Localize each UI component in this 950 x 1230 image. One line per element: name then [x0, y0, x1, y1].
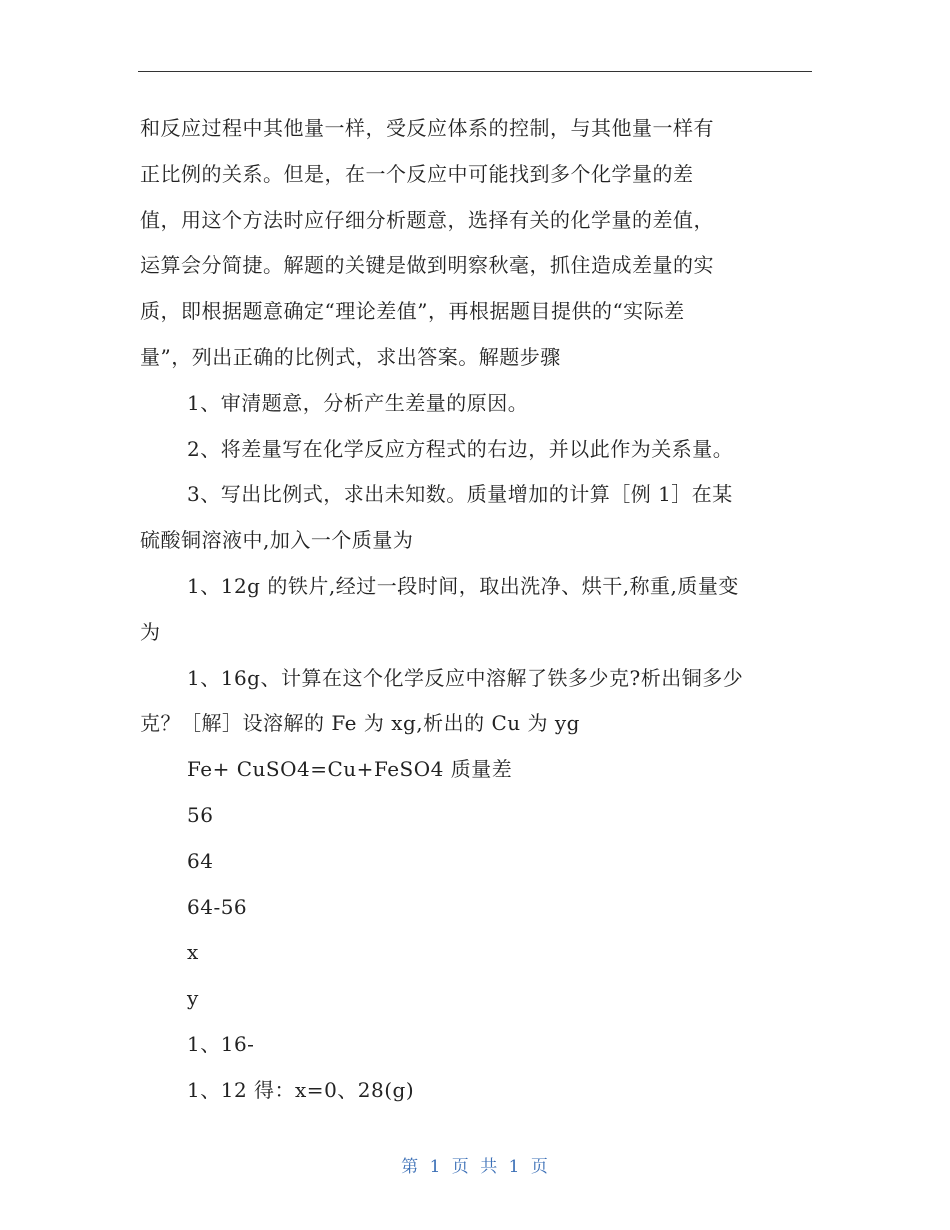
step-2: 2、将差量写在化学反应方程式的右边，并以此作为关系量。: [187, 436, 734, 461]
step-1: 1、审清题意，分析产生差量的原因。: [187, 390, 529, 415]
document-body: [140, 106, 820, 1114]
equation-variable: x: [187, 940, 199, 965]
example-continuation: 克？［解］设溶解的 Fe 为 xg,析出的 Cu 为 yg: [140, 711, 580, 736]
equation-value: 56: [187, 802, 214, 827]
chemical-equation: Fe+ CuSO4=Cu+FeSO4 质量差: [187, 757, 513, 782]
paragraph-line: 运算会分简捷。解题的关键是做到明察秋毫，抓住造成差量的实: [140, 253, 714, 278]
example-line: 1、12g 的铁片,经过一段时间，取出洗净、烘干,称重,质量变: [187, 573, 739, 598]
page-number-footer: 第 1 页 共 1 页: [401, 1157, 549, 1177]
step-3: 3、写出比例式，求出未知数。质量增加的计算［例 1］在某: [187, 482, 733, 507]
paragraph-line: 和反应过程中其他量一样，受反应体系的控制，与其他量一样有: [140, 116, 714, 140]
paragraph-line: 质，即根据题意确定“理论差值”，再根据题目提供的“实际差: [140, 299, 685, 324]
equation-value: 64: [187, 848, 214, 873]
equation-value: 1、16-: [187, 1031, 255, 1056]
header-rule: [138, 71, 812, 72]
paragraph-line: 值，用这个方法时应仔细分析题意，选择有关的化学量的差值，: [140, 207, 714, 232]
equation-value: 64-56: [187, 894, 248, 919]
example-continuation: 硫酸铜溶液中,加入一个质量为: [140, 528, 414, 553]
equation-result: 1、12 得：x=0、28(g): [187, 1077, 415, 1102]
equation-variable: y: [187, 986, 199, 1011]
paragraph-line: 量”，列出正确的比例式，求出答案。解题步骤: [140, 344, 561, 369]
example-continuation: 为: [140, 619, 161, 644]
paragraph-line: 正比例的关系。但是，在一个反应中可能找到多个化学量的差: [140, 161, 694, 186]
example-line: 1、16g、计算在这个化学反应中溶解了铁多少克?析出铜多少: [187, 665, 744, 690]
